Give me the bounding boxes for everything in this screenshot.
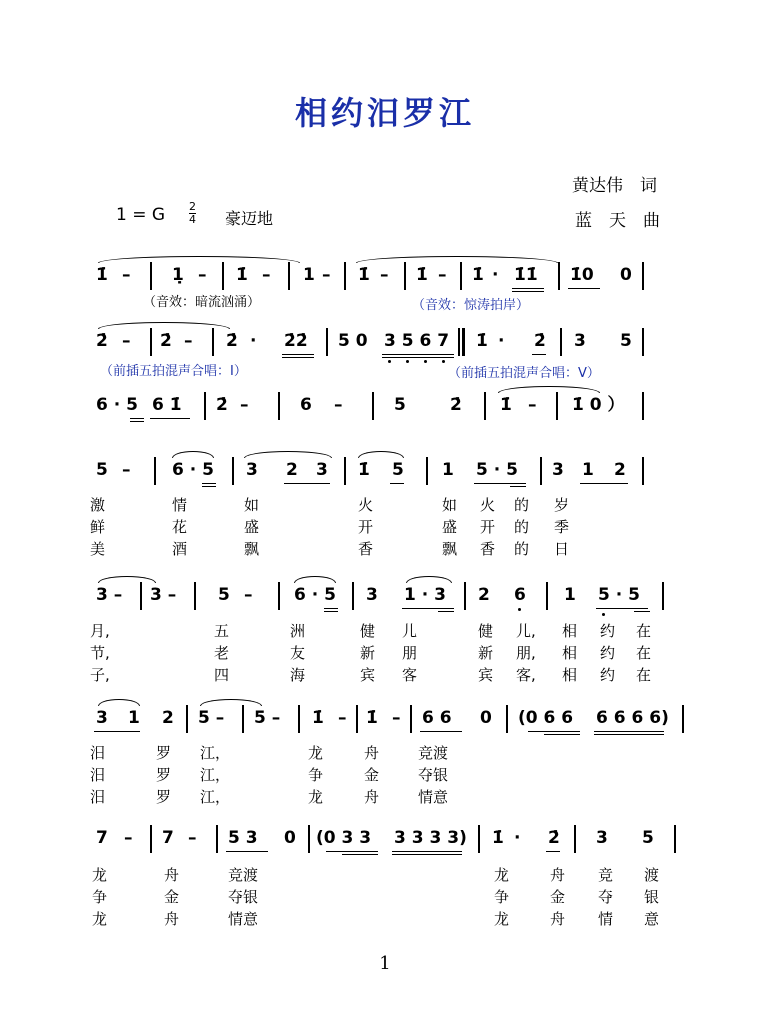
choir-note-1: （前插五拍混声合唱：Ⅰ）: [100, 364, 247, 379]
lyricist-credit: 黄达伟 词: [572, 176, 657, 196]
page-title: 相约汨罗江: [294, 94, 475, 132]
time-signature: 2 4: [189, 200, 196, 226]
composer-credit: 蓝 天 曲: [575, 211, 660, 231]
sound-effect-note-2: （音效：惊涛拍岸）: [412, 298, 530, 313]
tempo-marking: 豪迈地: [225, 209, 274, 228]
key-signature: 1 = G: [116, 205, 166, 225]
page-number: 1: [379, 953, 391, 974]
sound-effect-note-1: （音效：暗流汹涌）: [143, 295, 261, 310]
choir-note-2: （前插五拍混声合唱：Ⅴ）: [448, 366, 600, 381]
